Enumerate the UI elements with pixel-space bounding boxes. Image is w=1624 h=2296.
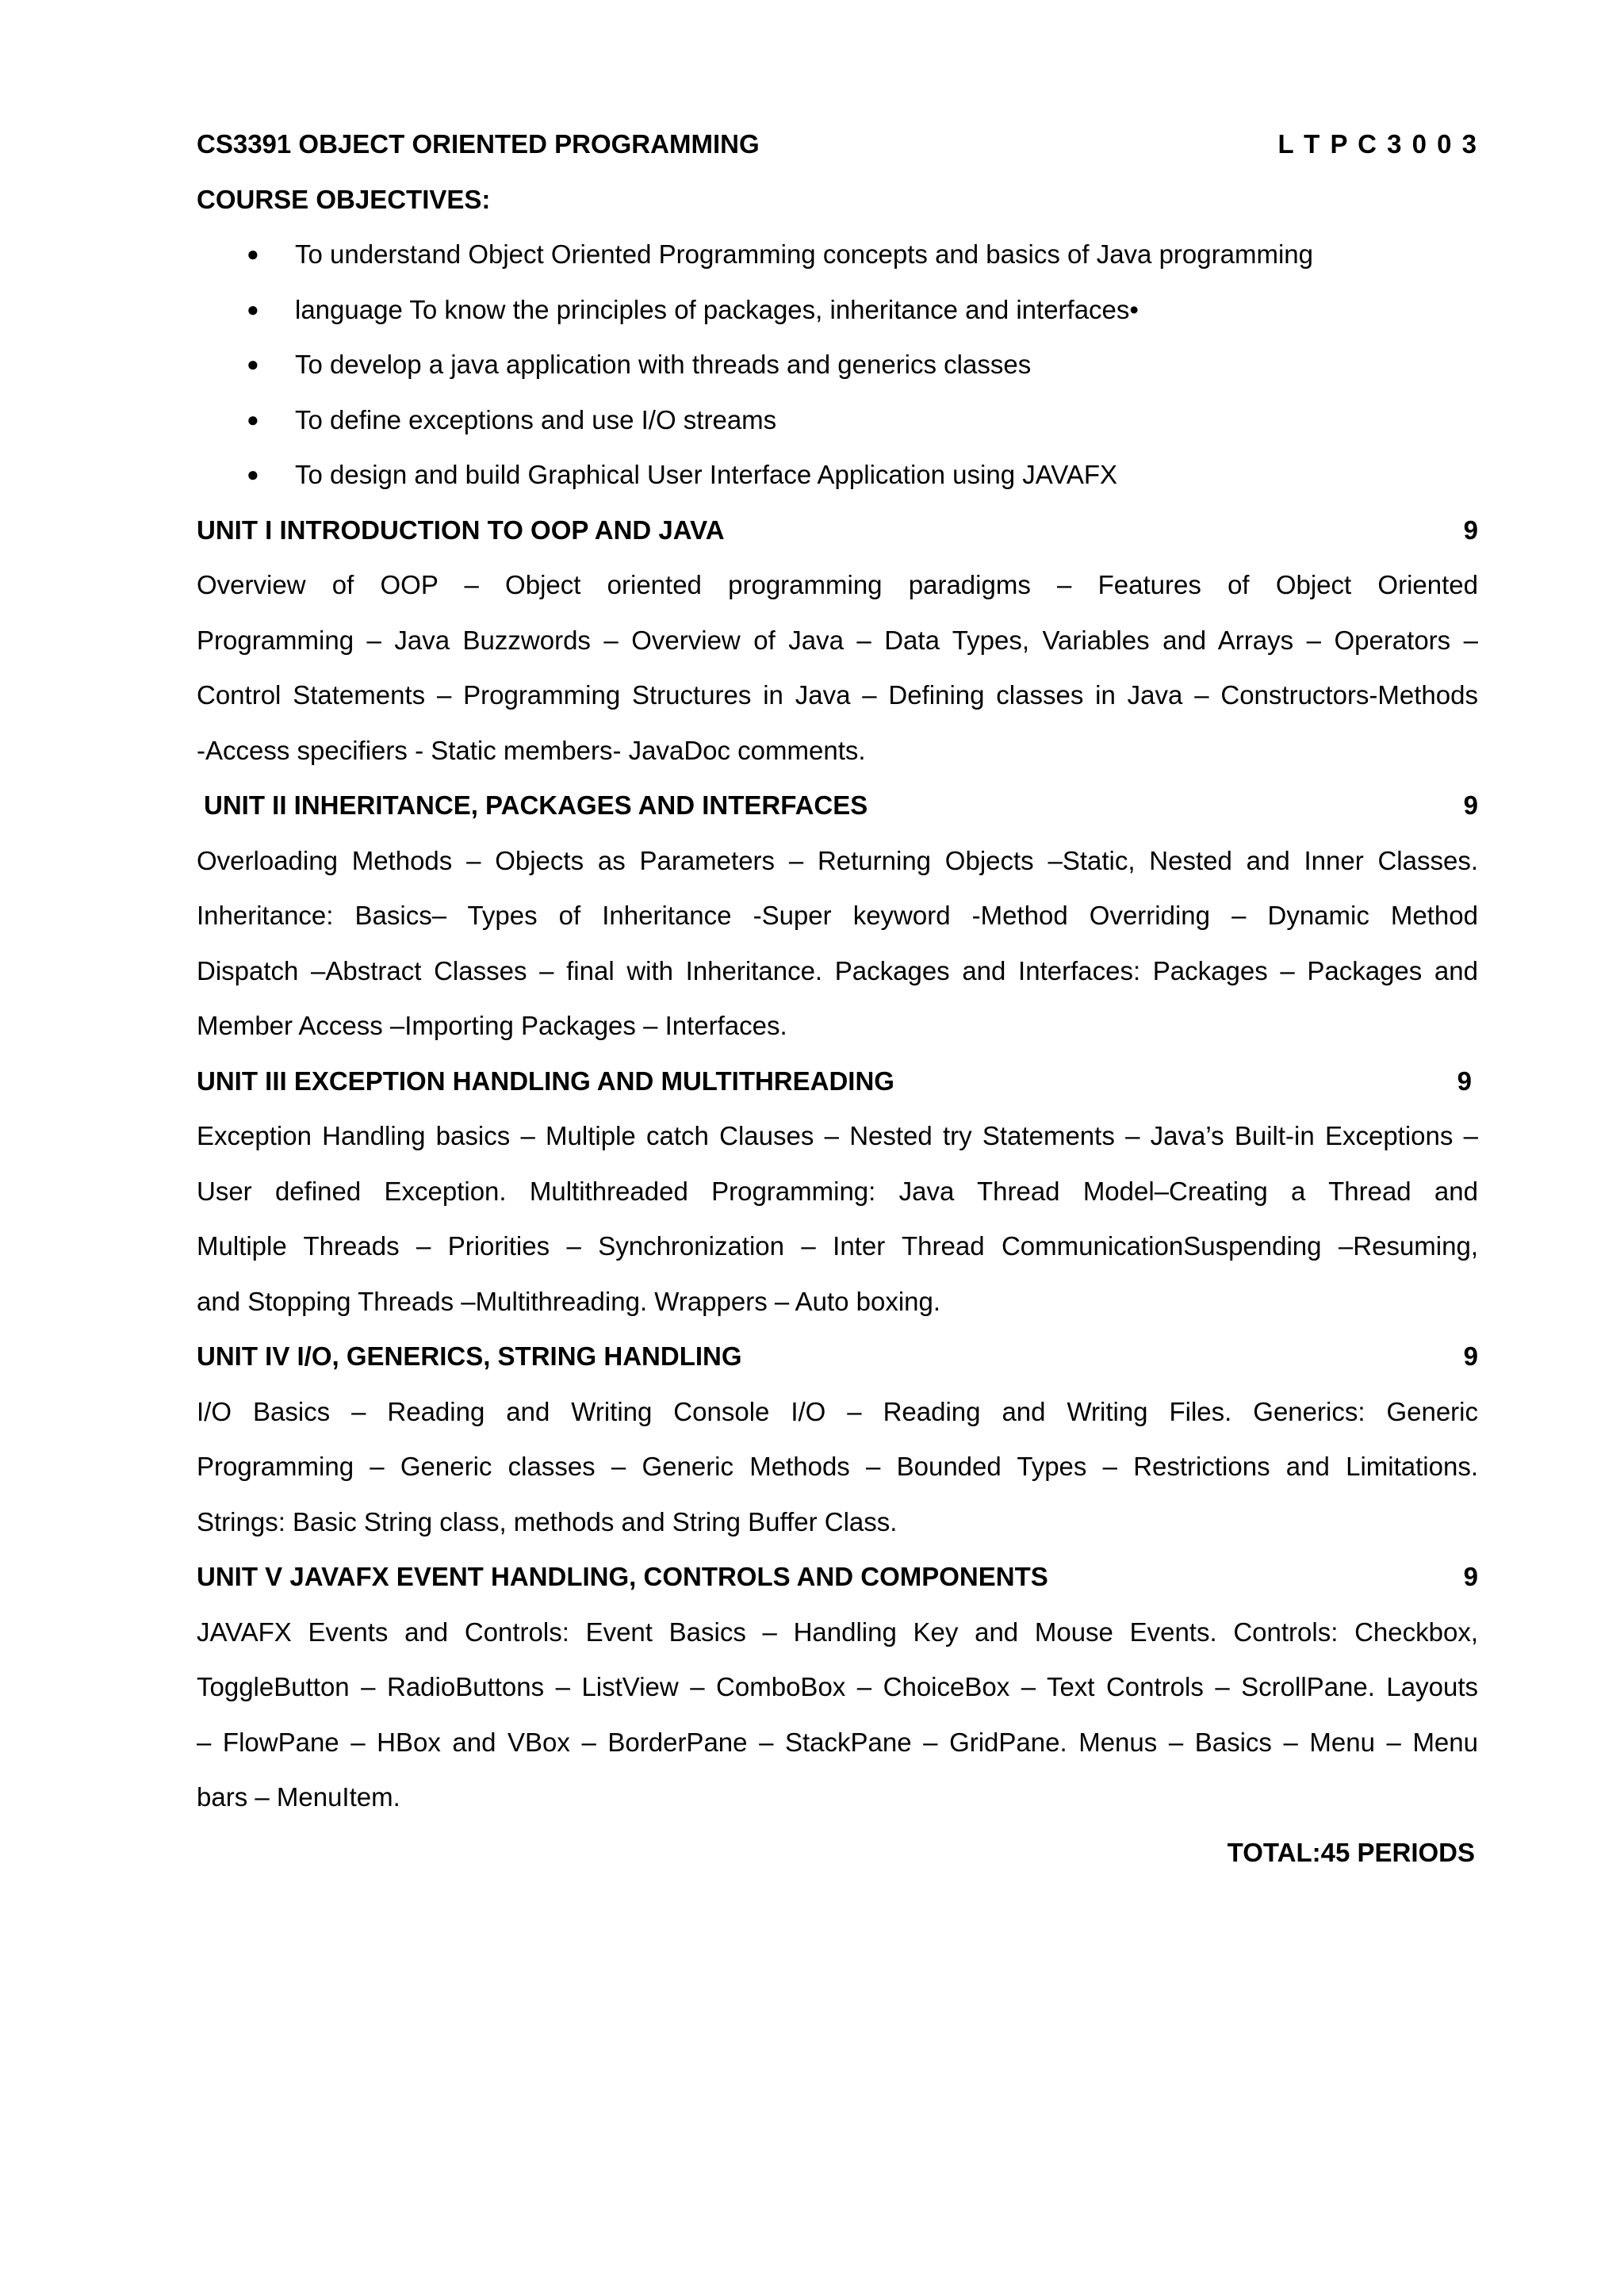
objective-text: To define exceptions and use I/O streams <box>295 404 777 434</box>
unit-heading <box>197 778 1478 833</box>
content-line: Member Access –Importing Packages – Interfaces. <box>197 1011 787 1040</box>
bullet-icon: ● <box>247 242 259 266</box>
content-line: JAVAFX Events and Controls: Event Basics – Handling Key and Mouse Events. Controls: Checkbox, <box>197 1617 1478 1647</box>
bullet-icon: ● <box>247 407 259 431</box>
objective-item <box>197 337 1478 392</box>
unit-content <box>197 1108 1478 1329</box>
unit-content <box>197 1384 1478 1550</box>
objective-text: To understand Object Oriented Programming concepts and basics of Java programming <box>295 239 1313 269</box>
bullet-icon: ● <box>247 462 259 486</box>
objective-item <box>197 392 1478 448</box>
bullet-icon: ● <box>247 352 259 376</box>
objective-text: language To know the principles of packages, inheritance and interfaces• <box>295 294 1139 324</box>
objective-text: To develop a java application with threads and generics classes <box>295 350 1032 379</box>
content-line: bars – MenuItem. <box>197 1782 400 1812</box>
content-line: Control Statements – Programming Structures in Java – Defining classes in Java – Constructors-Methods <box>197 680 1478 710</box>
content-line: Exception Handling basics – Multiple catch Clauses – Nested try Statements – Java’s Built-in Exceptions – <box>197 1121 1478 1150</box>
bullet-icon: ● <box>247 297 259 321</box>
objective-text: To design and build Graphical User Interface Application using JAVAFX <box>295 460 1118 489</box>
content-line: ToggleButton – RadioButtons – ListView – ComboBox – ChoiceBox – Text Controls – ScrollPane. Layouts <box>197 1672 1478 1701</box>
objective-item <box>197 447 1478 503</box>
unit-content <box>197 833 1478 1054</box>
content-line: Inheritance: Basics– Types of Inheritance -Super keyword -Method Overriding – Dynamic Method <box>197 901 1478 930</box>
content-line: Multiple Threads – Priorities – Synchronization – Inter Thread CommunicationSuspending –Resuming, <box>197 1231 1478 1261</box>
content-line: – FlowPane – HBox and VBox – BorderPane – StackPane – GridPane. Menus – Basics – Menu – Menu <box>197 1727 1478 1757</box>
course-header <box>197 117 1478 172</box>
unit-title: UNIT III EXCEPTION HANDLING AND MULTITHREADING <box>197 1066 894 1096</box>
objective-item <box>197 227 1478 282</box>
content-line: Overloading Methods – Objects as Parameters – Returning Objects –Static, Nested and Inner Classes. <box>197 845 1478 875</box>
content-line: User defined Exception. Multithreaded Programming: Java Thread Model–Creating a Thread and <box>197 1176 1478 1206</box>
unit-heading <box>197 1549 1478 1605</box>
content-line: Dispatch –Abstract Classes – final with Inheritance. Packages and Interfaces: Packages – Packages and <box>197 955 1478 985</box>
unit-title: UNIT II INHERITANCE, PACKAGES AND INTERFACES <box>204 790 868 820</box>
unit-hours: 9 <box>1463 1562 1478 1591</box>
unit-heading <box>197 503 1478 558</box>
unit-content <box>197 1605 1478 1825</box>
unit-heading <box>197 1054 1478 1109</box>
course-title: CS3391 OBJECT ORIENTED PROGRAMMING <box>197 129 760 159</box>
content-line: I/O Basics – Reading and Writing Console I/O – Reading and Writing Files. Generics: Generic <box>197 1396 1478 1426</box>
objective-item <box>197 282 1478 338</box>
total-periods: TOTAL:45 PERIODS <box>1227 1837 1475 1867</box>
syllabus-page <box>197 117 1478 1880</box>
unit-hours: 9 <box>1463 790 1478 820</box>
unit-title: UNIT I INTRODUCTION TO OOP AND JAVA <box>197 515 725 545</box>
unit-title: UNIT IV I/O, GENERICS, STRING HANDLING <box>197 1341 742 1371</box>
content-line: Overview of OOP – Object oriented programming paradigms – Features of Object Oriented <box>197 570 1478 599</box>
content-line: Programming – Java Buzzwords – Overview of Java – Data Types, Variables and Arrays – Operators – <box>197 625 1478 655</box>
unit-hours: 9 <box>1457 1066 1472 1096</box>
unit-hours: 9 <box>1463 515 1478 545</box>
objectives-heading: COURSE OBJECTIVES: <box>197 184 491 214</box>
ltpc-credits: L T P C 3 0 0 3 <box>1277 129 1478 159</box>
unit-heading <box>197 1329 1478 1384</box>
content-line: and Stopping Threads –Multithreading. Wrappers – Auto boxing. <box>197 1286 941 1316</box>
content-line: Programming – Generic classes – Generic Methods – Bounded Types – Restrictions and Limitations. <box>197 1452 1478 1481</box>
unit-content <box>197 557 1478 778</box>
unit-hours: 9 <box>1463 1341 1478 1371</box>
content-line: -Access specifiers - Static members- JavaDoc comments. <box>197 735 866 765</box>
content-line: Strings: Basic String class, methods and String Buffer Class. <box>197 1506 898 1536</box>
unit-title: UNIT V JAVAFX EVENT HANDLING, CONTROLS AND COMPONENTS <box>197 1562 1048 1591</box>
